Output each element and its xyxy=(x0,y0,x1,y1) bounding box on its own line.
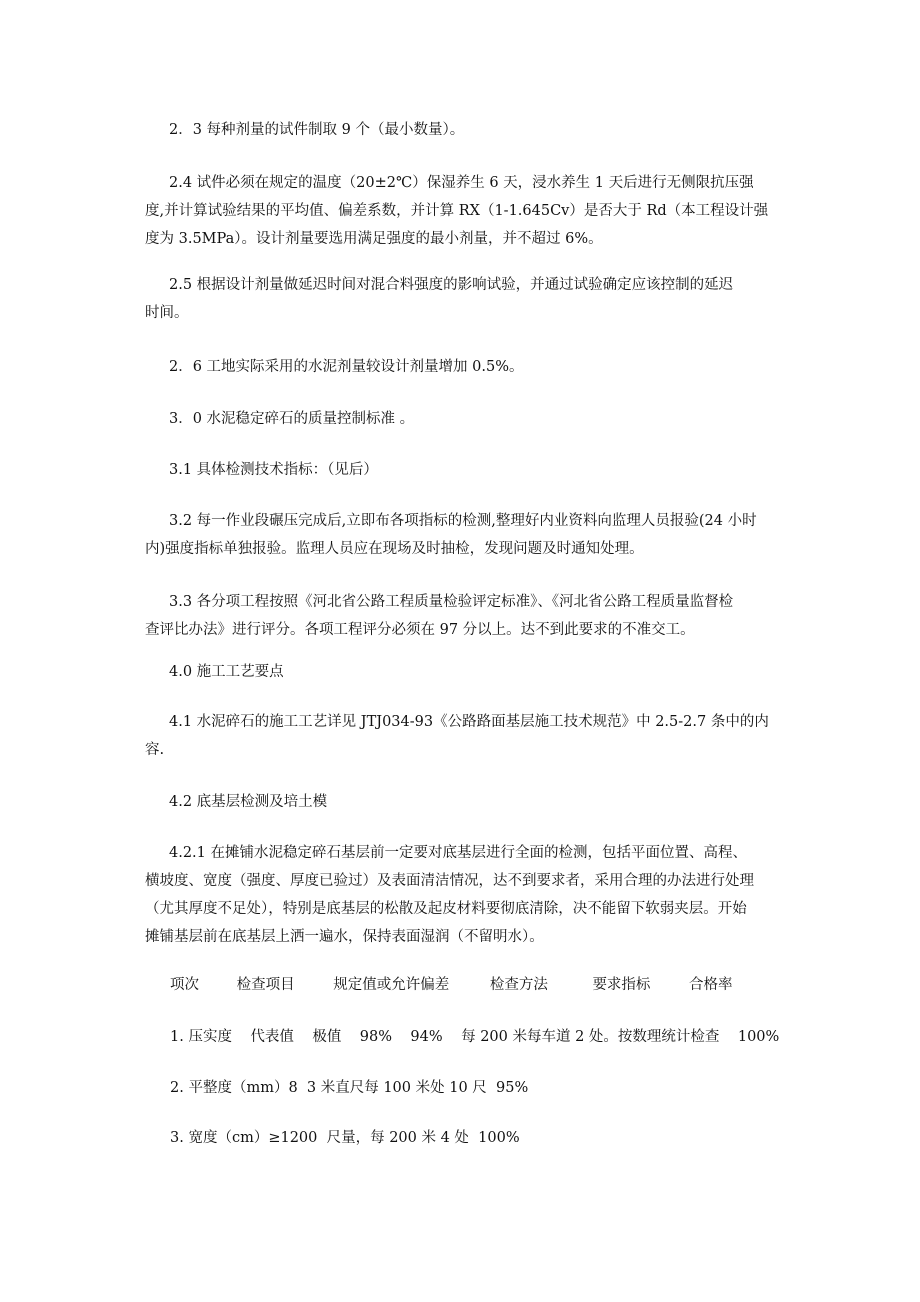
paragraph-3-2 xyxy=(145,507,785,563)
text-line: 度为 3.5MPa）。设计剂量要选用满足强度的最小剂量，并不超过 6%。 xyxy=(145,231,603,247)
text-line: 2．6 工地实际采用的水泥剂量较设计剂量增加 0.5%。 xyxy=(169,359,524,375)
paragraph-4-2-1 xyxy=(145,839,785,951)
text-line: 3.3 各分项工程按照《河北省公路工程质量检验评定标准》、《河北省公路工程质量监督检 xyxy=(169,594,734,610)
text-line: 横坡度、宽度（强度、厚度已验过）及表面清洁情况，达不到要求者，采用合理的办法进行处理 xyxy=(145,873,754,889)
text-line: 3.1 具体检测技术指标：（见后） xyxy=(169,462,378,478)
text-line: 摊铺基层前在底基层上洒一遍水，保持表面湿润（不留明水）。 xyxy=(145,929,544,945)
text-line: 3．0 水泥稳定碎石的质量控制标准 。 xyxy=(169,411,415,427)
paragraph-4-1 xyxy=(145,708,785,764)
header-cell-method: 检查方法 xyxy=(489,977,548,993)
text-line: 4.2 底基层检测及培土模 xyxy=(169,794,328,810)
text-line: 内)强度指标单独报验。监理人员应在现场及时抽检，发现问题及时通知处理。 xyxy=(145,541,644,557)
header-cell-item: 检查项目 xyxy=(236,977,295,993)
paragraph-2-4 xyxy=(145,169,785,253)
paragraph-3-1 xyxy=(145,456,785,484)
text-line: 容. xyxy=(145,742,165,758)
header-cell-pass-rate: 合格率 xyxy=(689,977,733,993)
paragraph-2-5 xyxy=(145,271,785,327)
table-row: 3. 宽度（cm）≥1200 尺量，每 200 米 4 处 100% xyxy=(170,1130,520,1146)
text-line: 查评比办法》进行评分。各项工程评分必须在 97 分以上。达不到此要求的不准交工。 xyxy=(145,622,695,638)
table-header xyxy=(170,971,733,999)
text-line: 2.4 试件必须在规定的温度（20±2℃）保湿养生 6 天，浸水养生 1 天后进行无侧限抗压强 xyxy=(169,175,754,191)
paragraph-3-3 xyxy=(145,588,785,644)
paragraph-4-0 xyxy=(145,658,785,686)
text-line: （尤其厚度不足处），特别是底基层的松散及起皮材料要彻底清除，决不能留下软弱夹层。开始 xyxy=(145,901,747,917)
text-line: 2.5 根据设计剂量做延迟时间对混合料强度的影响试验，并通过试验确定应该控制的延迟 xyxy=(169,277,734,293)
paragraph-4-2 xyxy=(145,788,785,816)
paragraph-3-0 xyxy=(145,405,785,433)
text-line: 4.1 水泥碎石的施工工艺详见 JTJ034-93《公路路面基层施工技术规范》中 2.5-2.7 条中的内 xyxy=(169,714,769,730)
header-cell-requirement: 要求指标 xyxy=(592,977,651,993)
text-line: 度,并计算试验结果的平均值、偏差系数，并计算 RX（1-1.645Cv）是否大于 Rd（本工程设计强 xyxy=(145,203,769,219)
table-row: 1. 压实度 代表值 极值 98% 94% 每 200 米每车道 2 处。按数理统计检查 100% xyxy=(170,1029,780,1045)
text-line: 2．3 每种剂量的试件制取 9 个（最小数量）。 xyxy=(169,122,465,138)
text-line: 时间。 xyxy=(145,305,189,321)
table-row: 2. 平整度（mm）8 3 米直尺每 100 米处 10 尺 95% xyxy=(170,1080,529,1096)
text-line: 3.2 每一作业段碾压完成后,立即布各项指标的检测,整理好内业资料向监理人员报验(24 小时 xyxy=(169,513,757,529)
paragraph-2-3 xyxy=(145,116,785,144)
text-line: 4.2.1 在摊铺水泥稳定碎石基层前一定要对底基层进行全面的检测，包括平面位置、高程、 xyxy=(169,845,747,861)
header-cell-tolerance: 规定值或允许偏差 xyxy=(333,977,450,993)
text-line: 4.0 施工工艺要点 xyxy=(169,664,284,680)
paragraph-2-6 xyxy=(145,353,785,381)
header-cell-index: 项次 xyxy=(170,977,199,993)
